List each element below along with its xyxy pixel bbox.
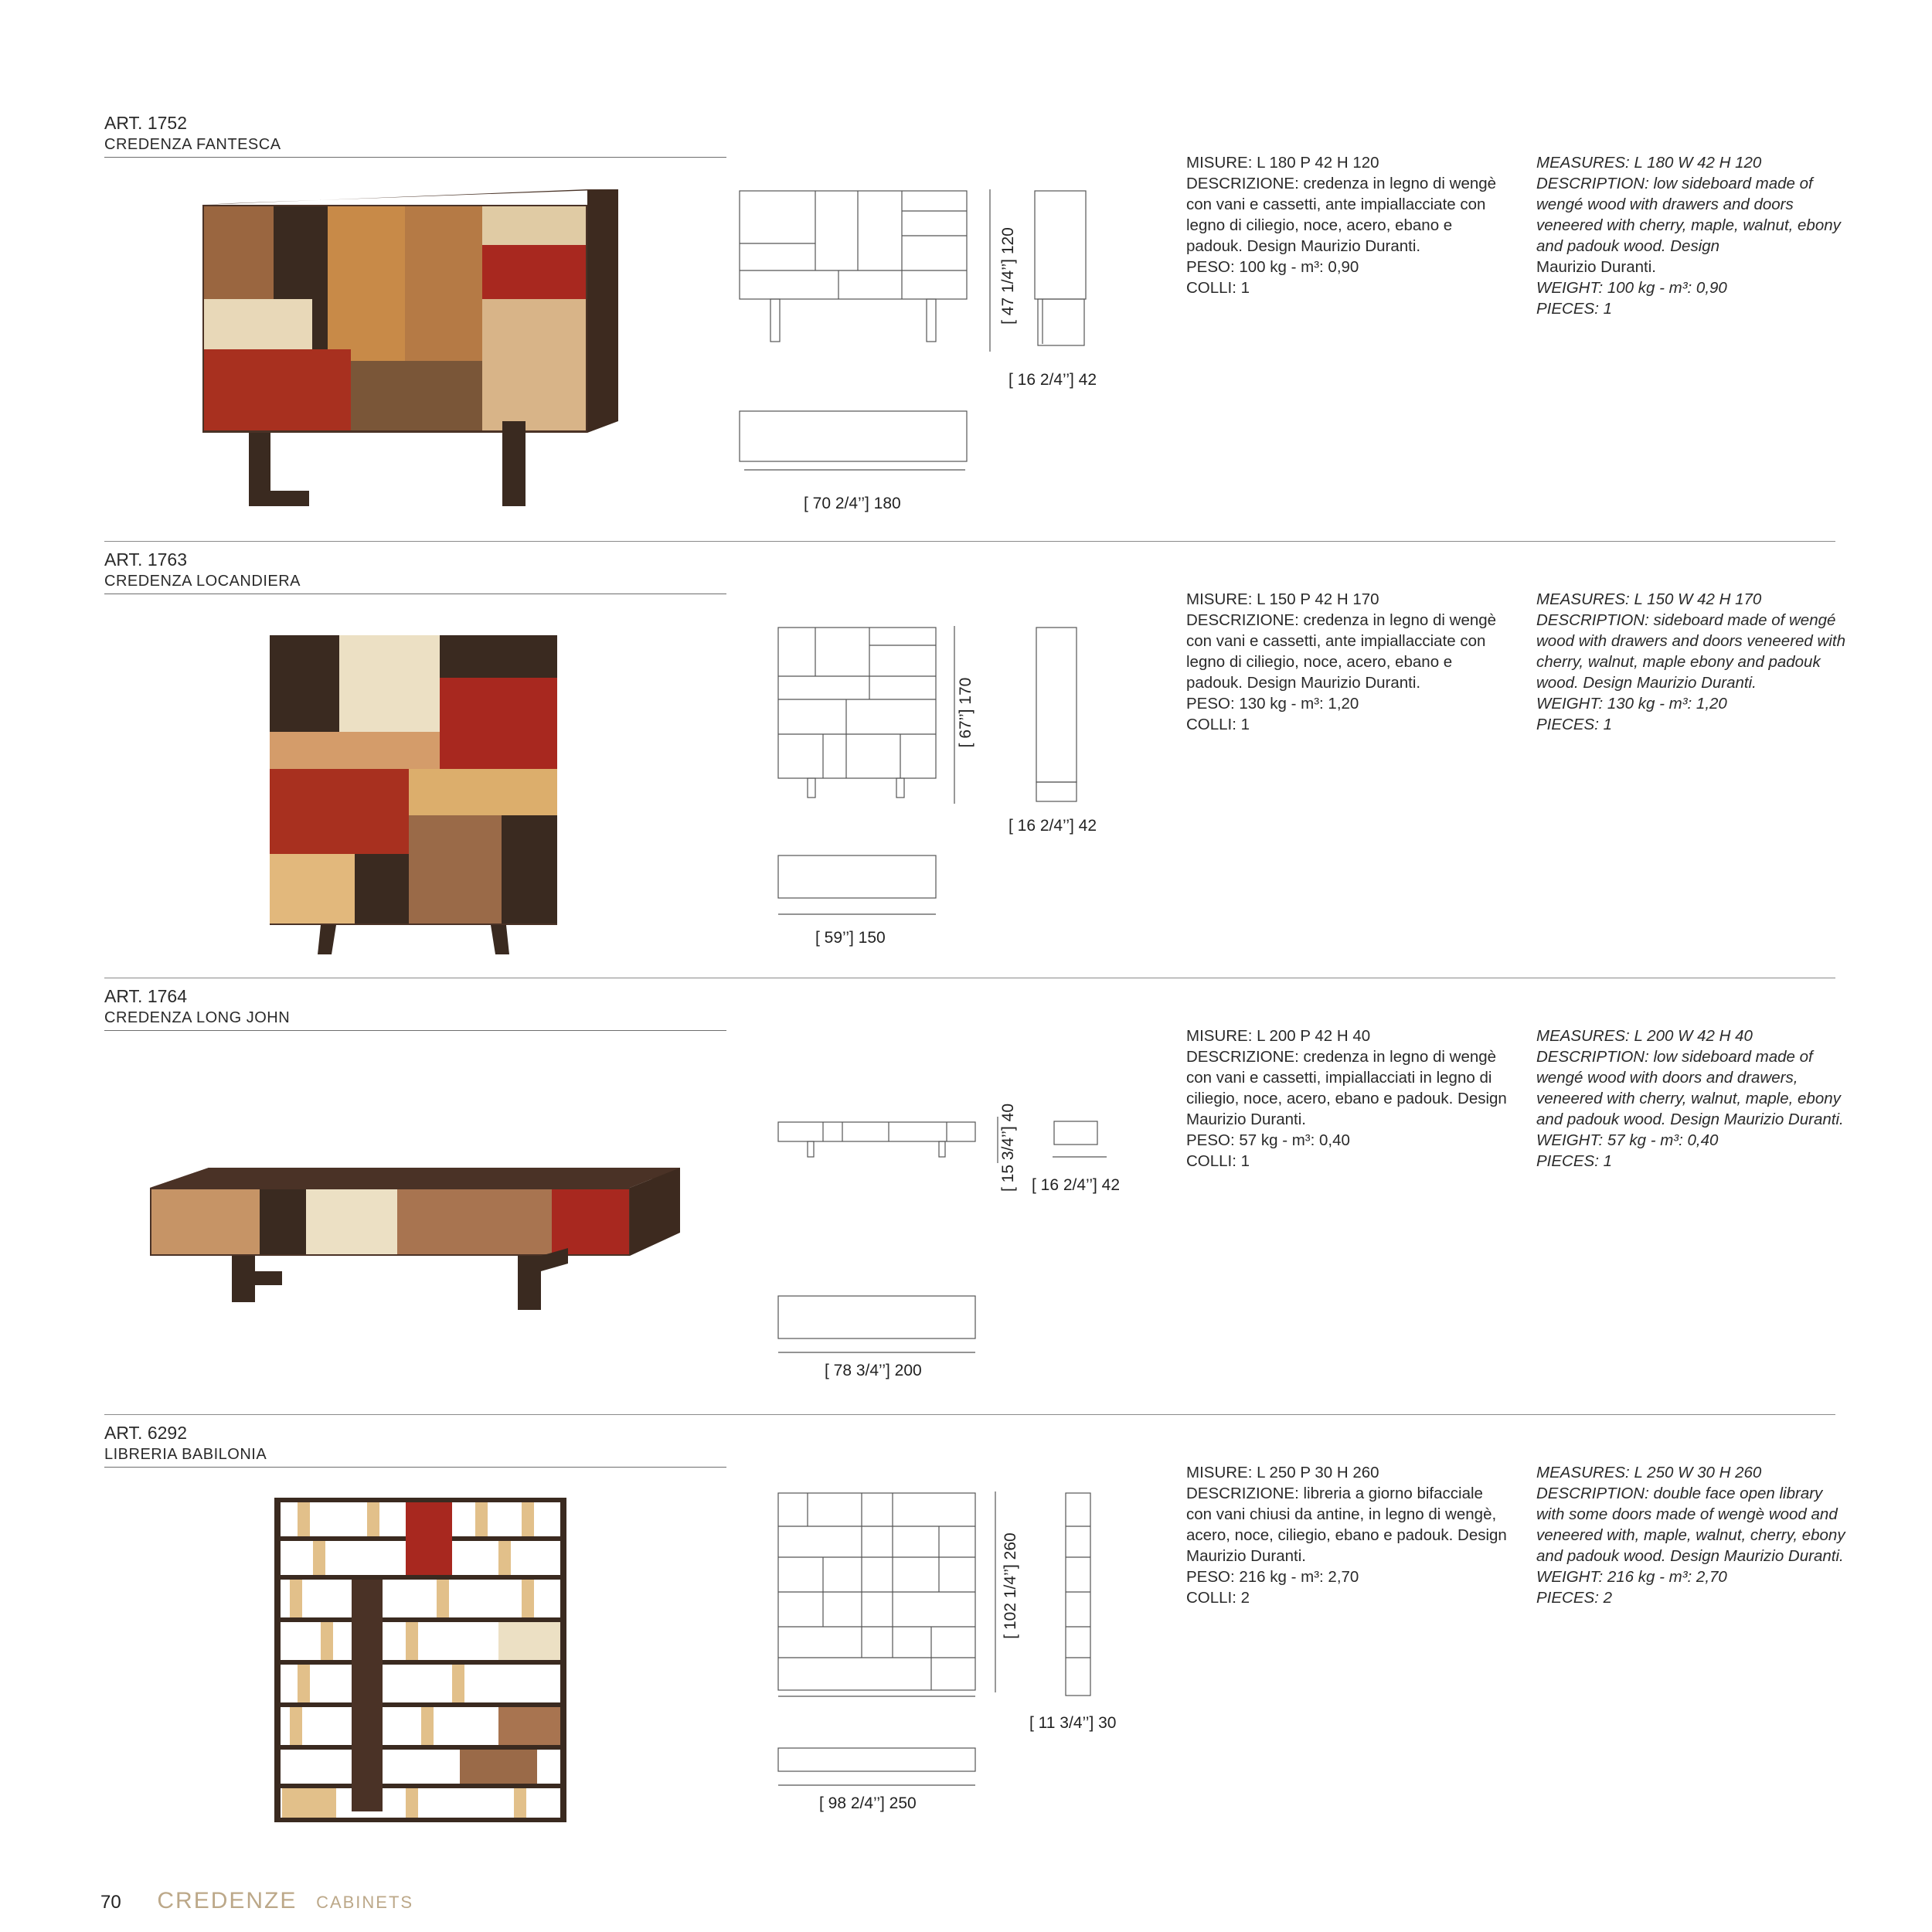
dim-depth: [ 16 2/4’’] 42 — [1032, 1176, 1121, 1194]
page-number: 70 — [100, 1892, 121, 1913]
description: DESCRIPTION: sideboard made of wengé wood with drawers and doors veneered with cherry, walnut, maple ebony and padouk wood. Design Maurizio Duranti. — [1536, 611, 1845, 692]
dim-height: [ 67’’] 170 — [957, 677, 975, 748]
product-image-sideboard-fantesca — [193, 189, 626, 514]
peso: PESO: 57 kg - m³: 0,40 — [1186, 1131, 1350, 1149]
pieces: PIECES: 2 — [1536, 1589, 1612, 1607]
section-divider — [104, 1414, 1835, 1415]
italian-specs — [1186, 589, 1511, 735]
description: DESCRIPTION: low sideboard made of wengé wood with drawers and doors veneered with cherry, maple, walnut, ebony and padouk wood. Design — [1536, 175, 1841, 255]
height-dim-line — [988, 189, 992, 352]
pieces: PIECES: 1 — [1536, 716, 1612, 733]
measures: MEASURES: L 180 W 42 H 120 — [1536, 154, 1762, 172]
side-view-drawing — [1032, 626, 1086, 811]
colli: COLLI: 1 — [1186, 716, 1250, 733]
height-dim-line — [993, 1492, 998, 1692]
dim-height: [ 102 1/4’’] 260 — [1002, 1532, 1019, 1639]
front-view-drawing — [777, 626, 939, 804]
page-footer — [100, 1888, 413, 1914]
weight: WEIGHT: 100 kg - m³: 0,90 — [1536, 279, 1727, 297]
article-code: ART. 6292 — [104, 1423, 187, 1443]
dim-width: [ 98 2/4’’] 250 — [819, 1794, 917, 1812]
side-view-drawing — [1063, 1492, 1101, 1708]
peso: PESO: 130 kg - m³: 1,20 — [1186, 695, 1359, 713]
top-view-drawing — [777, 1294, 985, 1356]
article-name: LIBRERIA BABILONIA — [104, 1446, 267, 1463]
misure: MISURE: L 200 P 42 H 40 — [1186, 1027, 1371, 1045]
misure: MISURE: L 150 P 42 H 170 — [1186, 590, 1379, 608]
product-image-sideboard-locandiera — [267, 634, 560, 958]
product-image-sideboard-long-john — [147, 1163, 688, 1318]
dim-width: [ 70 2/4’’] 180 — [804, 495, 901, 512]
descrizione: DESCRIZIONE: credenza in legno di wengè con vani e cassetti, impiallacciati in legno di ciliegio, noce, acero, ebano e padouk. Design Maurizio Duranti. — [1186, 1048, 1507, 1128]
article-code: ART. 1752 — [104, 113, 187, 133]
english-specs — [1536, 589, 1853, 735]
article-name: CREDENZA FANTESCA — [104, 136, 281, 153]
descrizione: DESCRIZIONE: credenza in legno di wengè con vani e cassetti, ante impiallacciate con legno di ciliegio, noce, acero, ebano e padouk. Design Maurizio Duranti. — [1186, 611, 1497, 692]
description: DESCRIPTION: low sideboard made of wengé wood with doors and drawers, veneered with cherry, walnut, maple, ebony and padouk wood. Design Maurizio Duranti. — [1536, 1048, 1844, 1128]
article-1763 — [0, 549, 1932, 981]
italian-specs — [1186, 1026, 1511, 1172]
title-rule — [104, 157, 726, 158]
weight: WEIGHT: 57 kg - m³: 0,40 — [1536, 1131, 1719, 1149]
article-1752 — [0, 112, 1932, 545]
english-specs — [1536, 152, 1853, 319]
english-specs — [1536, 1462, 1853, 1608]
category-title-en: CABINETS — [316, 1893, 414, 1912]
colli: COLLI: 1 — [1186, 1152, 1250, 1170]
dim-height: [ 47 1/4’’] 120 — [999, 227, 1017, 325]
peso: PESO: 216 kg - m³: 2,70 — [1186, 1568, 1359, 1586]
peso: PESO: 100 kg - m³: 0,90 — [1186, 258, 1359, 276]
front-view-drawing — [738, 189, 970, 344]
front-view-drawing — [777, 1492, 985, 1708]
pieces: PIECES: 1 — [1536, 300, 1612, 318]
weight: WEIGHT: 216 kg - m³: 2,70 — [1536, 1568, 1727, 1586]
designer: Maurizio Duranti. — [1536, 258, 1656, 276]
top-view-drawing — [738, 410, 970, 471]
front-view-drawing — [777, 1121, 985, 1167]
article-name: CREDENZA LONG JOHN — [104, 1009, 291, 1026]
article-6292 — [0, 1422, 1932, 1855]
dim-depth: [ 16 2/4’’] 42 — [1009, 371, 1097, 389]
title-rule — [104, 1467, 726, 1468]
colli: COLLI: 1 — [1186, 279, 1250, 297]
italian-specs — [1186, 1462, 1511, 1608]
weight: WEIGHT: 130 kg - m³: 1,20 — [1536, 695, 1727, 713]
english-specs — [1536, 1026, 1853, 1172]
top-view-drawing — [777, 1747, 985, 1793]
dim-depth: [ 16 2/4’’] 42 — [1009, 817, 1097, 835]
product-image-library-babilonia — [267, 1490, 576, 1826]
category-title: CREDENZE — [157, 1888, 298, 1913]
article-code: ART. 1763 — [104, 549, 187, 570]
measures: MEASURES: L 150 W 42 H 170 — [1536, 590, 1762, 608]
misure: MISURE: L 180 P 42 H 120 — [1186, 154, 1379, 172]
title-rule — [104, 1030, 726, 1031]
pieces: PIECES: 1 — [1536, 1152, 1612, 1170]
misure: MISURE: L 250 P 30 H 260 — [1186, 1464, 1379, 1481]
dim-depth: [ 11 3/4’’] 30 — [1029, 1714, 1117, 1732]
top-view-drawing — [777, 854, 939, 916]
side-view-drawing — [1051, 1118, 1113, 1172]
measures: MEASURES: L 200 W 42 H 40 — [1536, 1027, 1753, 1045]
section-divider — [104, 541, 1835, 542]
dim-width: [ 78 3/4’’] 200 — [825, 1362, 922, 1379]
colli: COLLI: 2 — [1186, 1589, 1250, 1607]
side-view-drawing — [1032, 189, 1094, 352]
dim-height: [ 15 3/4’’] 40 — [999, 1103, 1017, 1192]
measures: MEASURES: L 250 W 30 H 260 — [1536, 1464, 1762, 1481]
article-name: CREDENZA LOCANDIERA — [104, 573, 301, 590]
article-1764 — [0, 985, 1932, 1418]
article-code: ART. 1764 — [104, 986, 187, 1006]
descrizione: DESCRIZIONE: libreria a giorno bifacciale con vani chiusi da antine, in legno di wengè, acero, noce, ciliegio, ebano e padouk. Design Maurizio Duranti. — [1186, 1485, 1507, 1565]
dim-width: [ 59’’] 150 — [815, 929, 886, 947]
italian-specs — [1186, 152, 1511, 298]
description: DESCRIPTION: double face open library with some doors made of wengè wood and veneered with, maple, walnut, cherry, ebony and padouk wood. Design Maurizio Duranti. — [1536, 1485, 1845, 1565]
descrizione: DESCRIZIONE: credenza in legno di wengè con vani e cassetti, ante impiallacciate con legno di ciliegio, noce, acero, ebano e padouk. Design Maurizio Duranti. — [1186, 175, 1497, 255]
